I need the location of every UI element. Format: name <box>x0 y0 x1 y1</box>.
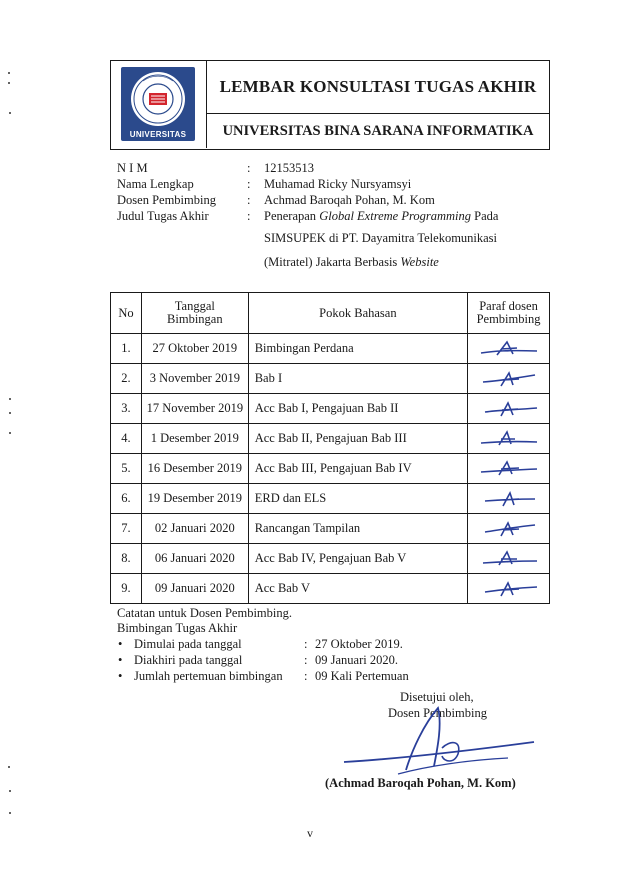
signature-icon <box>477 339 541 359</box>
consultation-table <box>110 292 550 604</box>
table-row <box>111 574 550 604</box>
row-signature <box>468 514 550 544</box>
colon: : <box>247 161 251 175</box>
row-signature <box>468 544 550 574</box>
table-row <box>111 334 550 364</box>
scan-artifact <box>8 766 10 768</box>
advisor-notes <box>117 606 409 684</box>
title-row <box>207 61 549 114</box>
table-row <box>111 514 550 544</box>
signature-icon <box>477 429 541 449</box>
approver-name: (Achmad Baroqah Pohan, M. Kom) <box>325 776 516 790</box>
scan-artifact <box>9 412 11 414</box>
thesis-title-line-3: (Mitratel) Jakarta Berbasis Website <box>264 255 439 269</box>
subtitle-row <box>207 114 549 149</box>
row-topic: Rancangan Tampilan <box>248 514 467 544</box>
university-name: UNIVERSITAS BINA SARANA INFORMATIKA <box>222 123 534 139</box>
name-label: Nama Lengkap <box>117 177 194 191</box>
notes-heading: Catatan untuk Dosen Pembimbing. <box>117 606 292 620</box>
row-topic: Acc Bab IV, Pengajuan Bab V <box>248 544 467 574</box>
thesis-title-label: Judul Tugas Akhir <box>117 209 209 223</box>
bullet: • <box>118 669 123 683</box>
row-topic: Acc Bab III, Pengajuan Bab IV <box>248 454 467 484</box>
row-signature <box>468 364 550 394</box>
table-row <box>111 454 550 484</box>
row-date: 17 November 2019 <box>141 394 248 424</box>
advisor-signature-icon <box>338 700 538 780</box>
bullet: • <box>118 653 123 667</box>
signature-icon <box>477 519 541 539</box>
table-row <box>111 394 550 424</box>
table-row <box>111 484 550 514</box>
table-row <box>111 544 550 574</box>
colon: : <box>247 209 251 223</box>
colon: : <box>304 669 308 683</box>
row-signature <box>468 424 550 454</box>
signature-icon <box>477 459 541 479</box>
row-date: 02 Januari 2020 <box>141 514 248 544</box>
table-header-row <box>111 293 550 334</box>
document-header <box>110 60 550 150</box>
row-date: 09 Januari 2020 <box>141 574 248 604</box>
row-number: 3. <box>111 394 142 424</box>
thesis-title-line-2: SIMSUPEK di PT. Dayamitra Telekomunikasi <box>264 231 498 245</box>
note-label: Dimulai pada tanggal <box>134 637 242 651</box>
row-topic: Acc Bab V <box>248 574 467 604</box>
table-row <box>111 424 550 454</box>
note-value: 09 Januari 2020. <box>315 653 398 667</box>
thesis-title-line-1: Penerapan Global Extreme Programming Pada <box>264 209 499 223</box>
row-number: 9. <box>111 574 142 604</box>
row-signature <box>468 334 550 364</box>
colon: : <box>247 177 251 191</box>
signature-icon <box>477 369 541 389</box>
document-title: LEMBAR KONSULTASI TUGAS AKHIR <box>219 77 537 96</box>
row-number: 8. <box>111 544 142 574</box>
logo-caption: UNIVERSITAS <box>129 130 187 139</box>
logo-cell <box>111 61 207 148</box>
row-date: 3 November 2019 <box>141 364 248 394</box>
nim-label: N I M <box>117 161 148 175</box>
note-label: Diakhiri pada tanggal <box>134 653 243 667</box>
list-item <box>117 652 398 668</box>
scan-artifact <box>9 398 11 400</box>
row-date: 1 Desember 2019 <box>141 424 248 454</box>
row-signature <box>468 484 550 514</box>
column-header-no: No <box>111 293 142 334</box>
note-value: 09 Kali Pertemuan <box>315 669 409 683</box>
row-number: 7. <box>111 514 142 544</box>
signature-icon <box>477 549 541 569</box>
column-header-date: Tanggal Bimbingan <box>141 293 248 334</box>
scan-artifact <box>8 72 10 74</box>
signature-icon <box>477 489 541 509</box>
approved-by-label: Disetujui oleh, <box>400 690 474 704</box>
note-value: 27 Oktober 2019. <box>315 637 403 651</box>
row-number: 6. <box>111 484 142 514</box>
row-topic: Bab I <box>248 364 467 394</box>
nim-value: 12153513 <box>264 161 314 175</box>
row-number: 1. <box>111 334 142 364</box>
scan-artifact <box>8 82 10 84</box>
notes-subheading: Bimbingan Tugas Akhir <box>117 621 238 635</box>
row-date: 19 Desember 2019 <box>141 484 248 514</box>
approver-role: Dosen Pembimbing <box>388 706 487 720</box>
list-item <box>117 636 403 652</box>
scan-artifact <box>9 112 11 114</box>
scan-artifact <box>9 790 11 792</box>
note-label: Jumlah pertemuan bimbingan <box>134 669 283 683</box>
row-signature <box>468 394 550 424</box>
advisor-value: Achmad Baroqah Pohan, M. Kom <box>264 193 435 207</box>
list-item <box>117 668 409 684</box>
row-signature <box>468 454 550 484</box>
row-topic: ERD dan ELS <box>248 484 467 514</box>
university-logo <box>121 67 195 141</box>
signature-icon <box>477 399 541 419</box>
column-header-topic: Pokok Bahasan <box>248 293 467 334</box>
row-date: 16 Desember 2019 <box>141 454 248 484</box>
name-value: Muhamad Ricky Nursyamsyi <box>264 177 412 191</box>
row-number: 4. <box>111 424 142 454</box>
signature-icon <box>477 579 541 599</box>
row-number: 2. <box>111 364 142 394</box>
page-number: v <box>307 826 313 840</box>
row-date: 06 Januari 2020 <box>141 544 248 574</box>
row-topic: Acc Bab II, Pengajuan Bab III <box>248 424 467 454</box>
bullet: • <box>118 637 123 651</box>
row-signature <box>468 574 550 604</box>
column-header-signature: Paraf dosen Pembimbing <box>468 293 550 334</box>
advisor-label: Dosen Pembimbing <box>117 193 216 207</box>
row-topic: Acc Bab I, Pengajuan Bab II <box>248 394 467 424</box>
row-topic: Bimbingan Perdana <box>248 334 467 364</box>
table-row <box>111 364 550 394</box>
colon: : <box>304 637 308 651</box>
colon: : <box>247 193 251 207</box>
scan-artifact <box>9 812 11 814</box>
row-date: 27 Oktober 2019 <box>141 334 248 364</box>
colon: : <box>304 653 308 667</box>
scan-artifact <box>9 432 11 434</box>
row-number: 5. <box>111 454 142 484</box>
